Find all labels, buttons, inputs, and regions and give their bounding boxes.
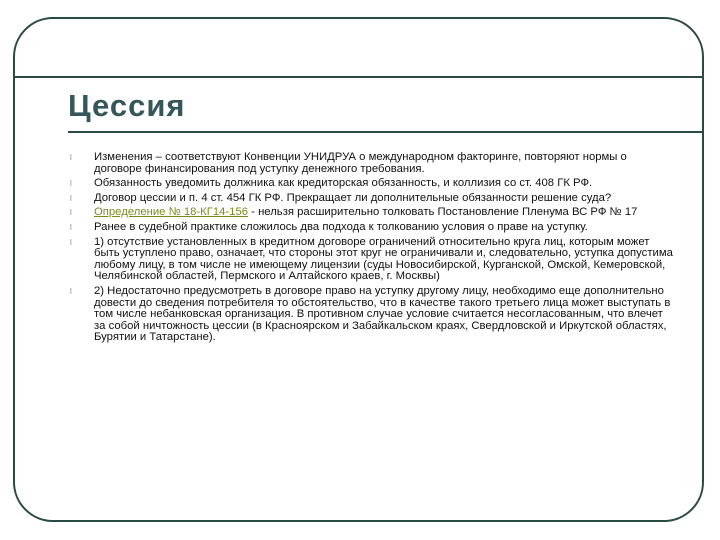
bullet-dot-icon: l [70, 222, 72, 232]
bullet-item-7 [70, 286, 676, 344]
bullet-text: Ранее в судебной практике сложилось два подхода к толкованию условия о праве на уступку. [94, 220, 588, 233]
bullet-dot-icon: l [70, 179, 72, 189]
bullet-list [70, 152, 676, 347]
bullet-dot-icon: l [70, 208, 72, 218]
bullet-dot-icon: l [70, 286, 72, 296]
bullet-item-1 [70, 152, 676, 175]
bullet-dot-icon: l [70, 237, 72, 247]
bullet-text: 1) отсутствие установленных в кредитном договоре ограничений относительно круга лиц, которым может быть уступлено право, означает, что стороны этот круг не ограничивали и, следовательно, уступка допустима любому лицу, в том числе не имеющему лицензии (суды Новосибирской, Курганской, Омской, Кемеровской, Челябинской областей, Пермского и Алтайского краев, г. Москвы) [94, 235, 673, 283]
bullet-item-2 [70, 178, 676, 190]
slide-title: Цессия [68, 88, 186, 123]
bullet-dot-icon: l [70, 153, 72, 162]
ruling-link[interactable]: Определение № 18-КГ14-156 [94, 206, 249, 219]
bullet-item-5 [70, 222, 676, 234]
bullet-item-3 [70, 193, 676, 205]
bullet-item-4 [70, 207, 676, 219]
top-divider [15, 76, 702, 78]
bullet-text: Обязанность уведомить должника как кредиторская обязанность, и коллизия со ст. 408 ГК РФ. [94, 177, 593, 190]
bullet-text: Договор цессии и п. 4 ст. 454 ГК РФ. Прекращает ли дополнительные обязанности решение суда? [94, 191, 612, 204]
bullet-text: - нельзя расширительно толковать Постановление Пленума ВС РФ № 17 [248, 206, 638, 219]
bullet-item-6 [70, 237, 676, 283]
bullet-text: 2) Недостаточно предусмотреть в договоре право на уступку другому лицу, необходимо еще дополнительно довести до сведения потребителя то обстоятельство, что в качестве такого третьего лица может выступать в том числе небанковская организация. В противном случае условие считается несогласованным, что влечет за собой ничтожность цессии (в Красноярском и Забайкальском краях, Свердловской и Иркутской областях, Бурятии и Татарстане). [94, 284, 671, 344]
bullet-dot-icon: l [70, 193, 72, 203]
bullet-text: Изменения – соответствуют Конвенции УНИДРУА о международном факторинге, повторяют нормы о договоре финансирования под уступку денежного требования. [94, 151, 627, 175]
title-underline [68, 131, 702, 133]
